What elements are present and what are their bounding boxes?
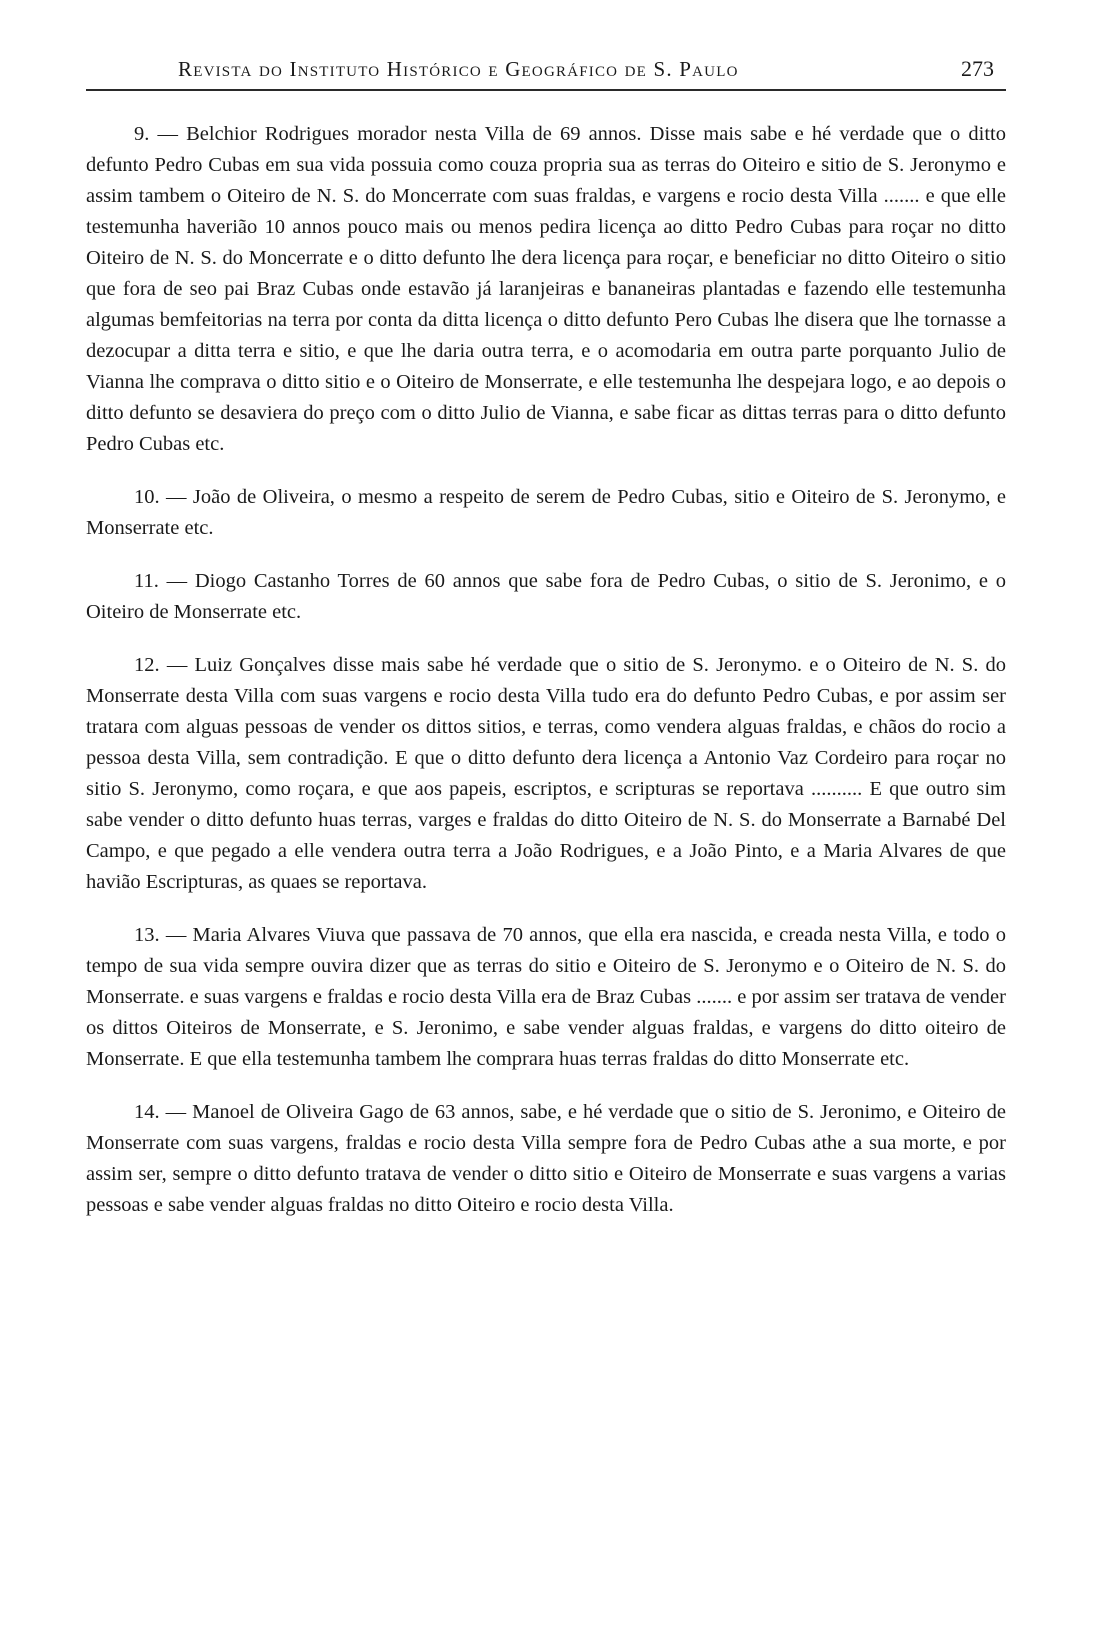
testimony-paragraph (86, 566, 1006, 628)
testimony-number: 10. (134, 486, 160, 508)
testimony-text: — João de Oliveira, o mesmo a respeito de serem de Pedro Cubas, sitio e Oiteiro de S. Jeronymo, e Monserrate etc. (86, 486, 1007, 539)
testimony-paragraph (86, 650, 1006, 898)
document-page (86, 0, 1006, 1629)
testimony-number: 9. (134, 123, 150, 145)
testimony-text: — Luiz Gonçalves disse mais sabe hé verdade que o sitio de S. Jeronymo. e o Oiteiro de N. S. do Monserrate desta Villa com suas vargens e rocio desta Villa tudo era do defunto Pedro Cubas, e por assim ser tratara com alguas pessoas de vender os dittos sitios, e terras, como vendera alguas fraldas, e chãos do rocio a pessoa desta Villa, sem contradição. E que o ditto defunto dera licença a Antonio Vaz Cordeiro para roçar no sitio S. Jeronymo, como roçara, e que aos papeis, escriptos, e scripturas se reportava .......... E que outro sim sabe vender o ditto defunto huas terras, varges e fraldas do ditto Oiteiro de N. S. do Monserrate a Barnabé Del Campo, e que pegado a elle vendera outra terra a João Rodrigues, e a João Pinto, e a Maria Alvares de que havião Escripturas, as quaes se reportava. (86, 654, 1006, 893)
testimony-paragraph (86, 482, 1006, 544)
journal-title: Revista do Instituto Histórico e Geográfico de S. Paulo (178, 57, 739, 81)
running-header (86, 48, 1006, 82)
testimony-number: 11. (134, 570, 159, 592)
testimony-text: — Belchior Rodrigues morador nesta Villa de 69 annos. Disse mais sabe e hé verdade que o ditto defunto Pedro Cubas em sua vida possuia como couza propria sua as terras do Oiteiro e sitio de S. Jeronymo e assim tambem o Oiteiro de N. S. do Moncerrate com suas fraldas, e vargens e rocio desta Villa ....... e que elle testemunha haverião 10 annos pouco mais ou menos pedira licença ao ditto Pedro Cubas para roçar no ditto Oiteiro de N. S. do Moncerrate e o ditto defunto lhe dera licença para roçar, e beneficiar no ditto Oiteiro o sitio que fora de seo pai Braz Cubas onde estavão já laranjeiras e bananeiras plantadas e fazendo elle testemunha algumas bemfeitorias na terra por conta da ditta licença o ditto defunto Pero Cubas lhe disera que lhe tornasse a dezocupar a ditta terra e sitio, e que lhe daria outra terra, e o acomodaria em outra parte porquanto Julio de Vianna lhe comprava o ditto sitio e o Oiteiro de Monserrate, e elle testemunha lhe despejara logo, e ao depois o ditto defunto se desaviera do preço com o ditto Julio de Vianna, e sabe ficar as dittas terras para o ditto defunto Pedro Cubas etc. (86, 123, 1007, 455)
testimony-number: 13. (134, 924, 160, 946)
document-body (86, 119, 1006, 1243)
testimony-text: — Maria Alvares Viuva que passava de 70 annos, que ella era nascida, e creada nesta Villa, e todo o tempo de sua vida sempre ouvira dizer que as terras do sitio e Oiteiro de S. Jeronymo e o Oiteiro de N. S. do Monserrate. e suas vargens e fraldas e rocio desta Villa era de Braz Cubas ....... e por assim ser tratava de vender os dittos Oiteiros de Monserrate, e S. Jeronimo, e sabe vender alguas fraldas, e vargens do ditto oiteiro de Monserrate. E que ella testemunha tambem lhe comprara huas terras fraldas do ditto Monserrate etc. (86, 924, 1007, 1070)
testimony-number: 12. (134, 654, 160, 676)
page-number: 273 (961, 56, 994, 81)
testimony-text: — Diogo Castanho Torres de 60 annos que sabe fora de Pedro Cubas, o sitio de S. Jeronimo, e o Oiteiro de Monserrate etc. (86, 570, 1006, 623)
testimony-paragraph (86, 119, 1006, 460)
testimony-paragraph (86, 920, 1006, 1075)
testimony-paragraph (86, 1097, 1006, 1221)
testimony-text: — Manoel de Oliveira Gago de 63 annos, sabe, e hé verdade que o sitio de S. Jeronimo, e Oiteiro de Monserrate com suas vargens, fraldas e rocio desta Villa sempre fora de Pedro Cubas athe a sua morte, e por assim ser, sempre o ditto defunto tratava de vender o ditto sitio e Oiteiro de Monserrate e suas vargens a varias pessoas e sabe vender alguas fraldas no ditto Oiteiro e rocio desta Villa. (86, 1101, 1007, 1216)
header-divider (86, 89, 1006, 91)
testimony-number: 14. (134, 1101, 160, 1123)
